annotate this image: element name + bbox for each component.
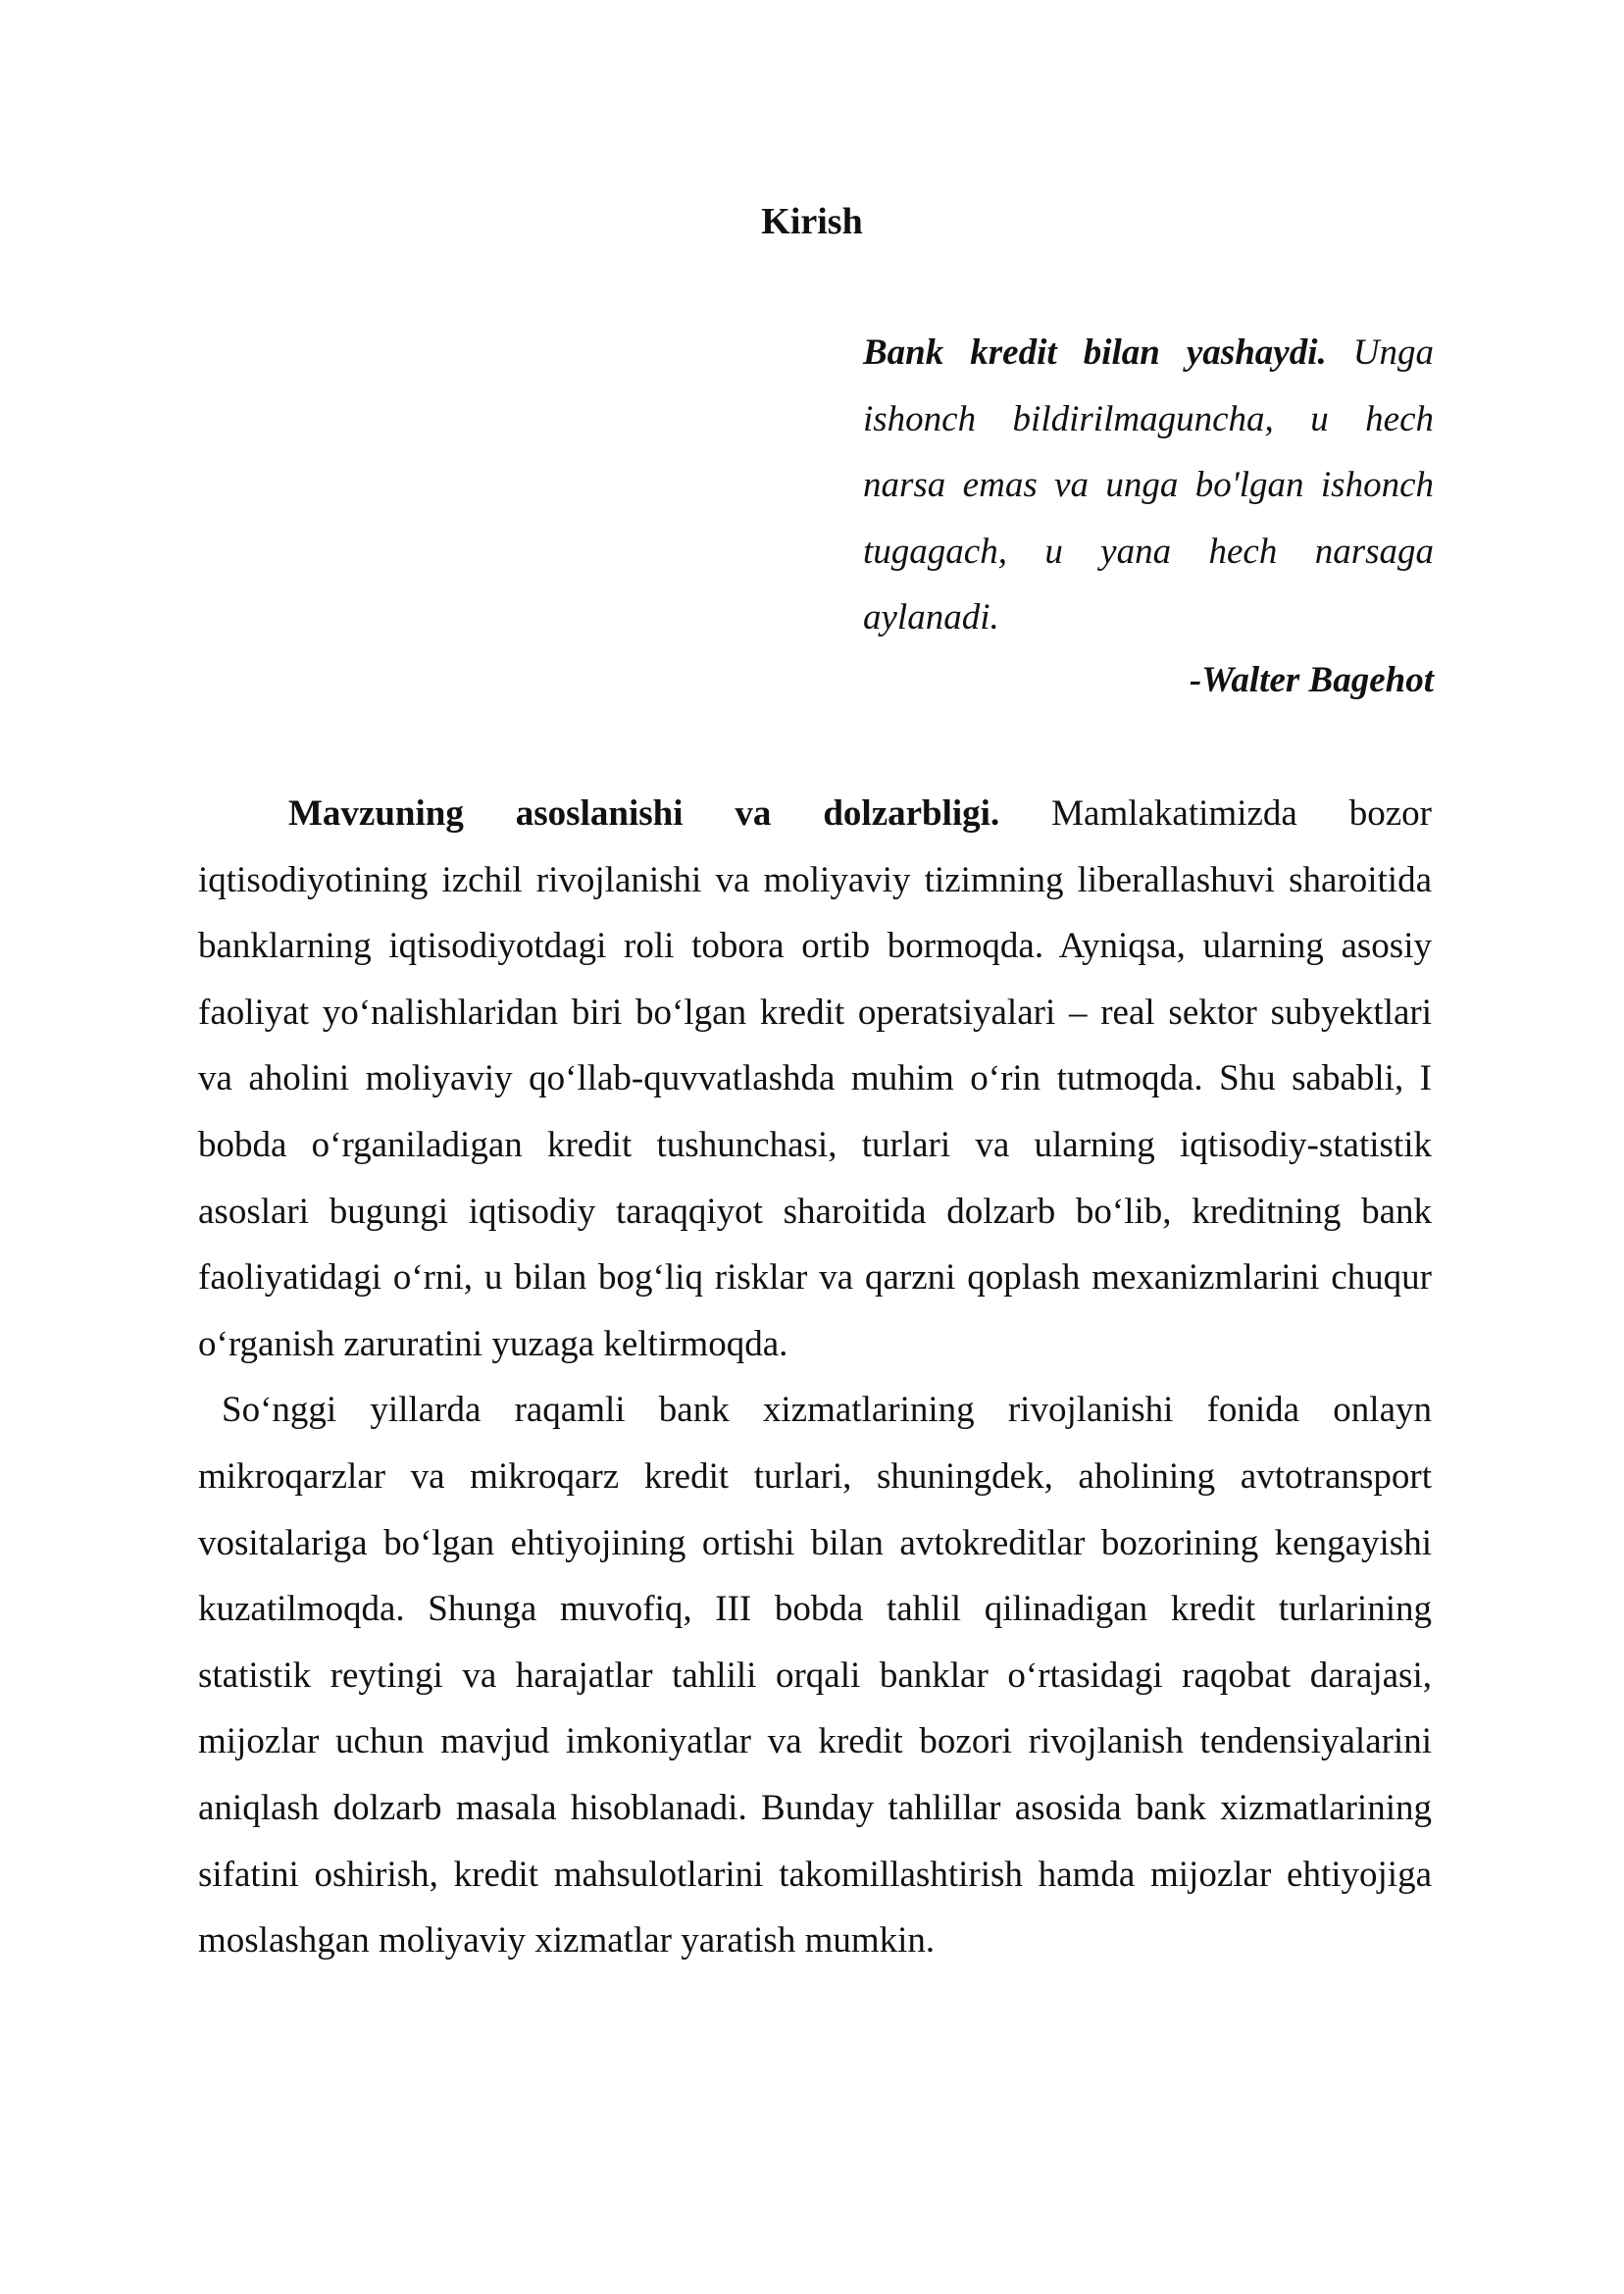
- epigraph-text: Unga ishonch bildirilmaguncha, u hech narsa emas va unga bo'lgan ishonch tugagach, u yana hech narsaga aylanadi.: [863, 332, 1434, 637]
- section-heading: Mavzuning asoslanishi va dolzarbligi.: [288, 793, 1000, 834]
- paragraph-text: Mamlakatimizda bozor iqtisodiyotining izchil rivojlanishi va moliyaviy tizimning liberallashuvi sharoitida banklarning iqtisodiyotdagi roli tobora ortib bormoqda. Ayniqsa, ularning asosiy faoliyat yo‘nalishlaridan biri bo‘lgan kredit operatsiyalari – real sektor subyektlari va aholini moliyaviy qo‘llab-quvvatlashda muhim o‘rin tutmoqda. Shu sababli, I bobda o‘rganiladigan kredit tushunchasi, turlari va ularning iqtisodiy-statistik asoslari bugungi iqtisodiy taraqqiyot sharoitida dolzarb bo‘lib, kreditning bank faoliyatidagi o‘rni, u bilan bog‘liq risklar va qarzni qoplash mexanizmlarini chuqur o‘rganish zaruratini yuzaga keltirmoqda.: [198, 793, 1432, 1364]
- paragraph-relevance: [198, 781, 1432, 1377]
- body-text: [198, 781, 1432, 1974]
- epigraph-author: -Walter Bagehot: [1189, 660, 1434, 700]
- paragraph-digital-banking: So‘nggi yillarda raqamli bank xizmatlarining rivojlanishi fonida onlayn mikroqarzlar va mikroqarz kredit turlari, shuningdek, aholining avtotransport vositalariga bo‘lgan ehtiyojining ortishi bilan avtokreditlar bozorining kengayishi kuzatilmoqda. Shunga muvofiq, III bobda tahlil qilinadigan kredit turlarining statistik reytingi va harajatlar tahlili orqali banklar o‘rtasidagi raqobat darajasi, mijozlar uchun mavjud imkoniyatlar va kredit bozori rivojlanish tendensiyalarini aniqlash dolzarb masala hisoblanadi. Bunday tahlillar asosida bank xizmatlarining sifatini oshirish, kredit mahsulotlarini takomillashtirish hamda mijozlar ehtiyojiga moslashgan moliyaviy xizmatlar yaratish mumkin.: [198, 1390, 1432, 1962]
- epigraph-quote: [863, 320, 1434, 651]
- epigraph-lead: Bank kredit bilan yashaydi.: [863, 332, 1327, 373]
- page-title: Kirish: [761, 201, 863, 242]
